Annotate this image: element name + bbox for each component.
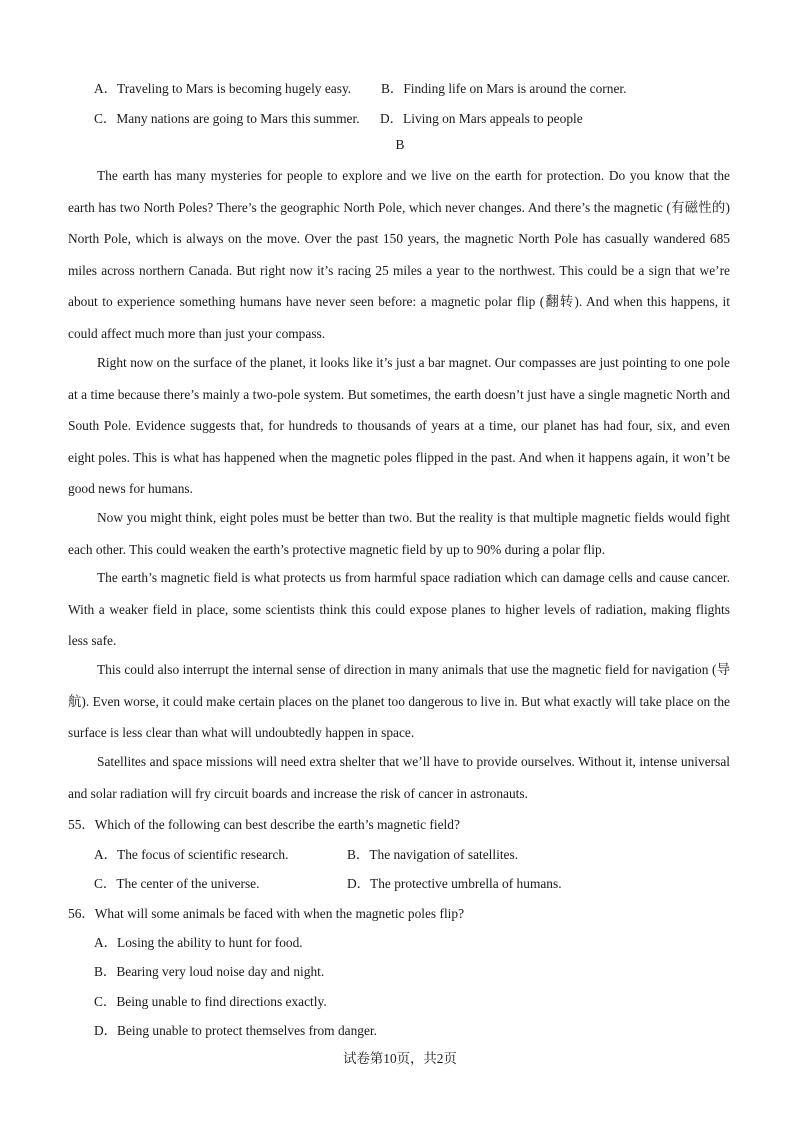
passage-paragraph-2: Right now on the surface of the planet, it looks like it’s just a bar magnet. Our compasses are just pointing to one pole at a time because there’s mainly a two-pole system. But sometimes, the earth doesn’t just have a single magnetic North and South Pole. Evidence suggests that, for hundreds to thousands of years at a time, our planet has had four, six, and even eight poles. This is what has happened when the magnetic poles flipped in the past. And when it happens again, it won’t be good news for humans. <box>68 355 730 496</box>
prev-option-b: B．Finding life on Mars is around the corner. <box>381 81 627 96</box>
question-56-option-c: C．Being unable to find directions exactly. <box>94 994 327 1009</box>
passage-paragraph-5: This could also interrupt the internal sense of direction in many animals that use the magnetic field for navigation (导航). Even worse, it could make certain places on the planet too dangerous to live in. But what exactly will take place on the surface is less clear than what will undoubtedly happen in space. <box>68 662 730 740</box>
question-55-option-d: D．The protective umbrella of humans. <box>347 876 562 891</box>
prev-option-a: A．Traveling to Mars is becoming hugely easy. <box>94 81 352 96</box>
question-56-option-a: A．Losing the ability to hunt for food. <box>94 935 303 950</box>
question-55-option-c: C．The center of the universe. <box>94 876 260 891</box>
question-55-option-b: B．The navigation of satellites. <box>347 847 519 862</box>
question-55-option-a: A．The focus of scientific research. <box>94 847 289 862</box>
question-56-option-b: B．Bearing very loud noise day and night. <box>94 964 325 979</box>
passage-paragraph-6: Satellites and space missions will need extra shelter that we’ll have to provide ourselves. Without it, intense universal and solar radiation will fry circuit boards and increase the risk of cancer in astronauts. <box>68 754 730 801</box>
passage-paragraph-1: The earth has many mysteries for people to explore and we live on the earth for protection. Do you know that the earth has two North Poles? There’s the geographic North Pole, which never changes. And there’s the magnetic (有磁性的) North Pole, which is always on the move. Over the past 150 years, the magnetic North Pole has casually wandered 685 miles across northern Canada. But right now it’s racing 25 miles a year to the northwest. This could be a sign that we’re about to experience something humans have never seen before: a magnetic polar flip (翻转). And when this happens, it could affect much more than just your compass. <box>68 168 730 341</box>
prev-option-c: C．Many nations are going to Mars this summer. <box>94 111 360 126</box>
question-56-stem: 56．What will some animals be faced with when the magnetic poles flip? <box>68 906 465 921</box>
section-label: B <box>395 137 405 152</box>
passage-paragraph-4: The earth’s magnetic field is what protects us from harmful space radiation which can damage cells and cause cancer. With a weaker field in place, some scientists think this could expose planes to higher levels of radiation, making flights less safe. <box>68 570 730 648</box>
passage-paragraph-3: Now you might think, eight poles must be better than two. But the reality is that multiple magnetic fields would fight each other. This could weaken the earth’s protective magnetic field by up to 90% during a polar flip. <box>68 510 730 557</box>
page-footer: 试卷第10页，共2页 <box>343 1051 457 1066</box>
prev-option-d: D．Living on Mars appeals to people <box>380 111 583 126</box>
question-56-option-d: D．Being unable to protect themselves from danger. <box>94 1023 377 1038</box>
question-55-stem: 55．Which of the following can best describe the earth’s magnetic field? <box>68 817 460 832</box>
